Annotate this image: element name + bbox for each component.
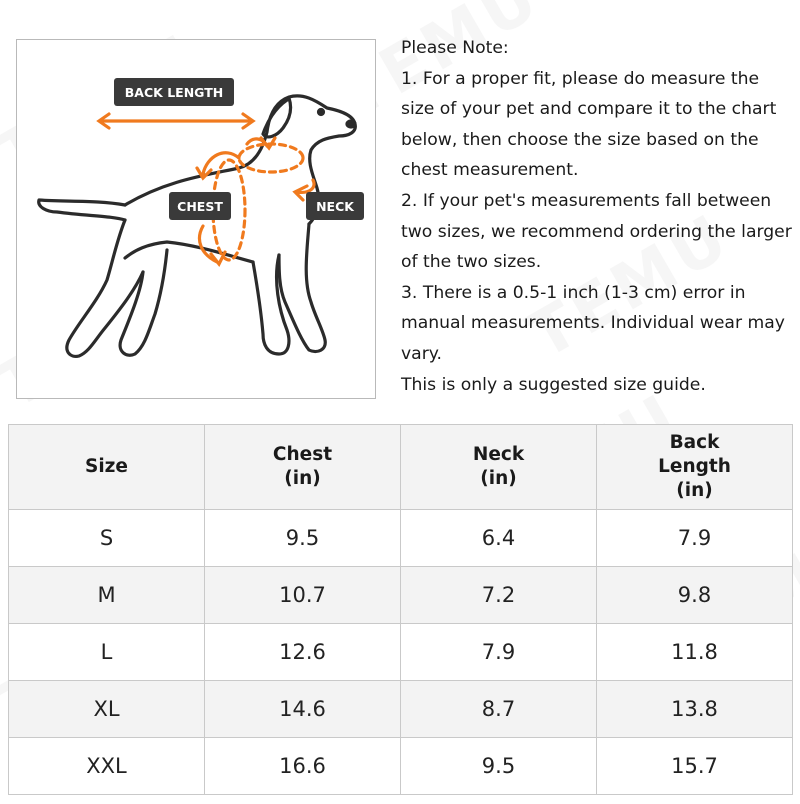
cell-neck: 7.9 — [401, 624, 597, 681]
notes-item-1: 1. For a proper fit, please do measure the size of your pet and compare it to the chart below, then choose the size based on the chest measurement. — [401, 68, 777, 181]
label-chest — [169, 192, 231, 220]
notes-footer: This is only a suggested size guide. — [401, 374, 706, 395]
cell-chest: 12.6 — [205, 624, 401, 681]
header-size: Size — [9, 425, 205, 510]
notes-item-3: 3. There is a 0.5-1 inch (1-3 cm) error in manual measurements. Individual wear may vary. — [401, 282, 785, 364]
table-header-row — [9, 425, 793, 510]
table-row — [9, 738, 793, 795]
header-back-length: Back Length (in) — [597, 425, 793, 510]
label-neck — [306, 192, 364, 220]
table-row — [9, 624, 793, 681]
cell-chest: 10.7 — [205, 567, 401, 624]
cell-back-length: 15.7 — [597, 738, 793, 795]
cell-chest: 9.5 — [205, 510, 401, 567]
cell-back-length: 13.8 — [597, 681, 793, 738]
notes-item-2: 2. If your pet's measurements fall between two sizes, we recommend ordering the larger of the two sizes. — [401, 190, 792, 273]
cell-chest: 14.6 — [205, 681, 401, 738]
svg-text:CHEST: CHEST — [177, 199, 223, 214]
cell-size: XL — [9, 681, 205, 738]
cell-size: XXL — [9, 738, 205, 795]
cell-neck: 9.5 — [401, 738, 597, 795]
svg-text:NECK: NECK — [316, 199, 354, 214]
cell-neck: 7.2 — [401, 567, 597, 624]
cell-size: L — [9, 624, 205, 681]
dog-measurement-figure — [16, 39, 376, 399]
dog-illustration — [17, 40, 377, 400]
cell-size: S — [9, 510, 205, 567]
notes-heading: Please Note: — [401, 38, 509, 58]
cell-neck: 6.4 — [401, 510, 597, 567]
svg-text:BACK LENGTH: BACK LENGTH — [124, 85, 224, 100]
table-header — [9, 425, 793, 510]
table-row — [9, 510, 793, 567]
table-row — [9, 681, 793, 738]
label-back-length — [114, 78, 234, 106]
size-chart-table — [8, 424, 793, 795]
cell-neck: 8.7 — [401, 681, 597, 738]
header-chest: Chest (in) — [205, 425, 401, 510]
size-notes — [401, 33, 796, 400]
cell-back-length: 9.8 — [597, 567, 793, 624]
dog-outline — [39, 96, 356, 357]
table-body — [9, 510, 793, 795]
header-neck: Neck (in) — [401, 425, 597, 510]
cell-size: M — [9, 567, 205, 624]
cell-back-length: 7.9 — [597, 510, 793, 567]
measurement-marks — [99, 114, 314, 264]
cell-back-length: 11.8 — [597, 624, 793, 681]
cell-chest: 16.6 — [205, 738, 401, 795]
table-row — [9, 567, 793, 624]
